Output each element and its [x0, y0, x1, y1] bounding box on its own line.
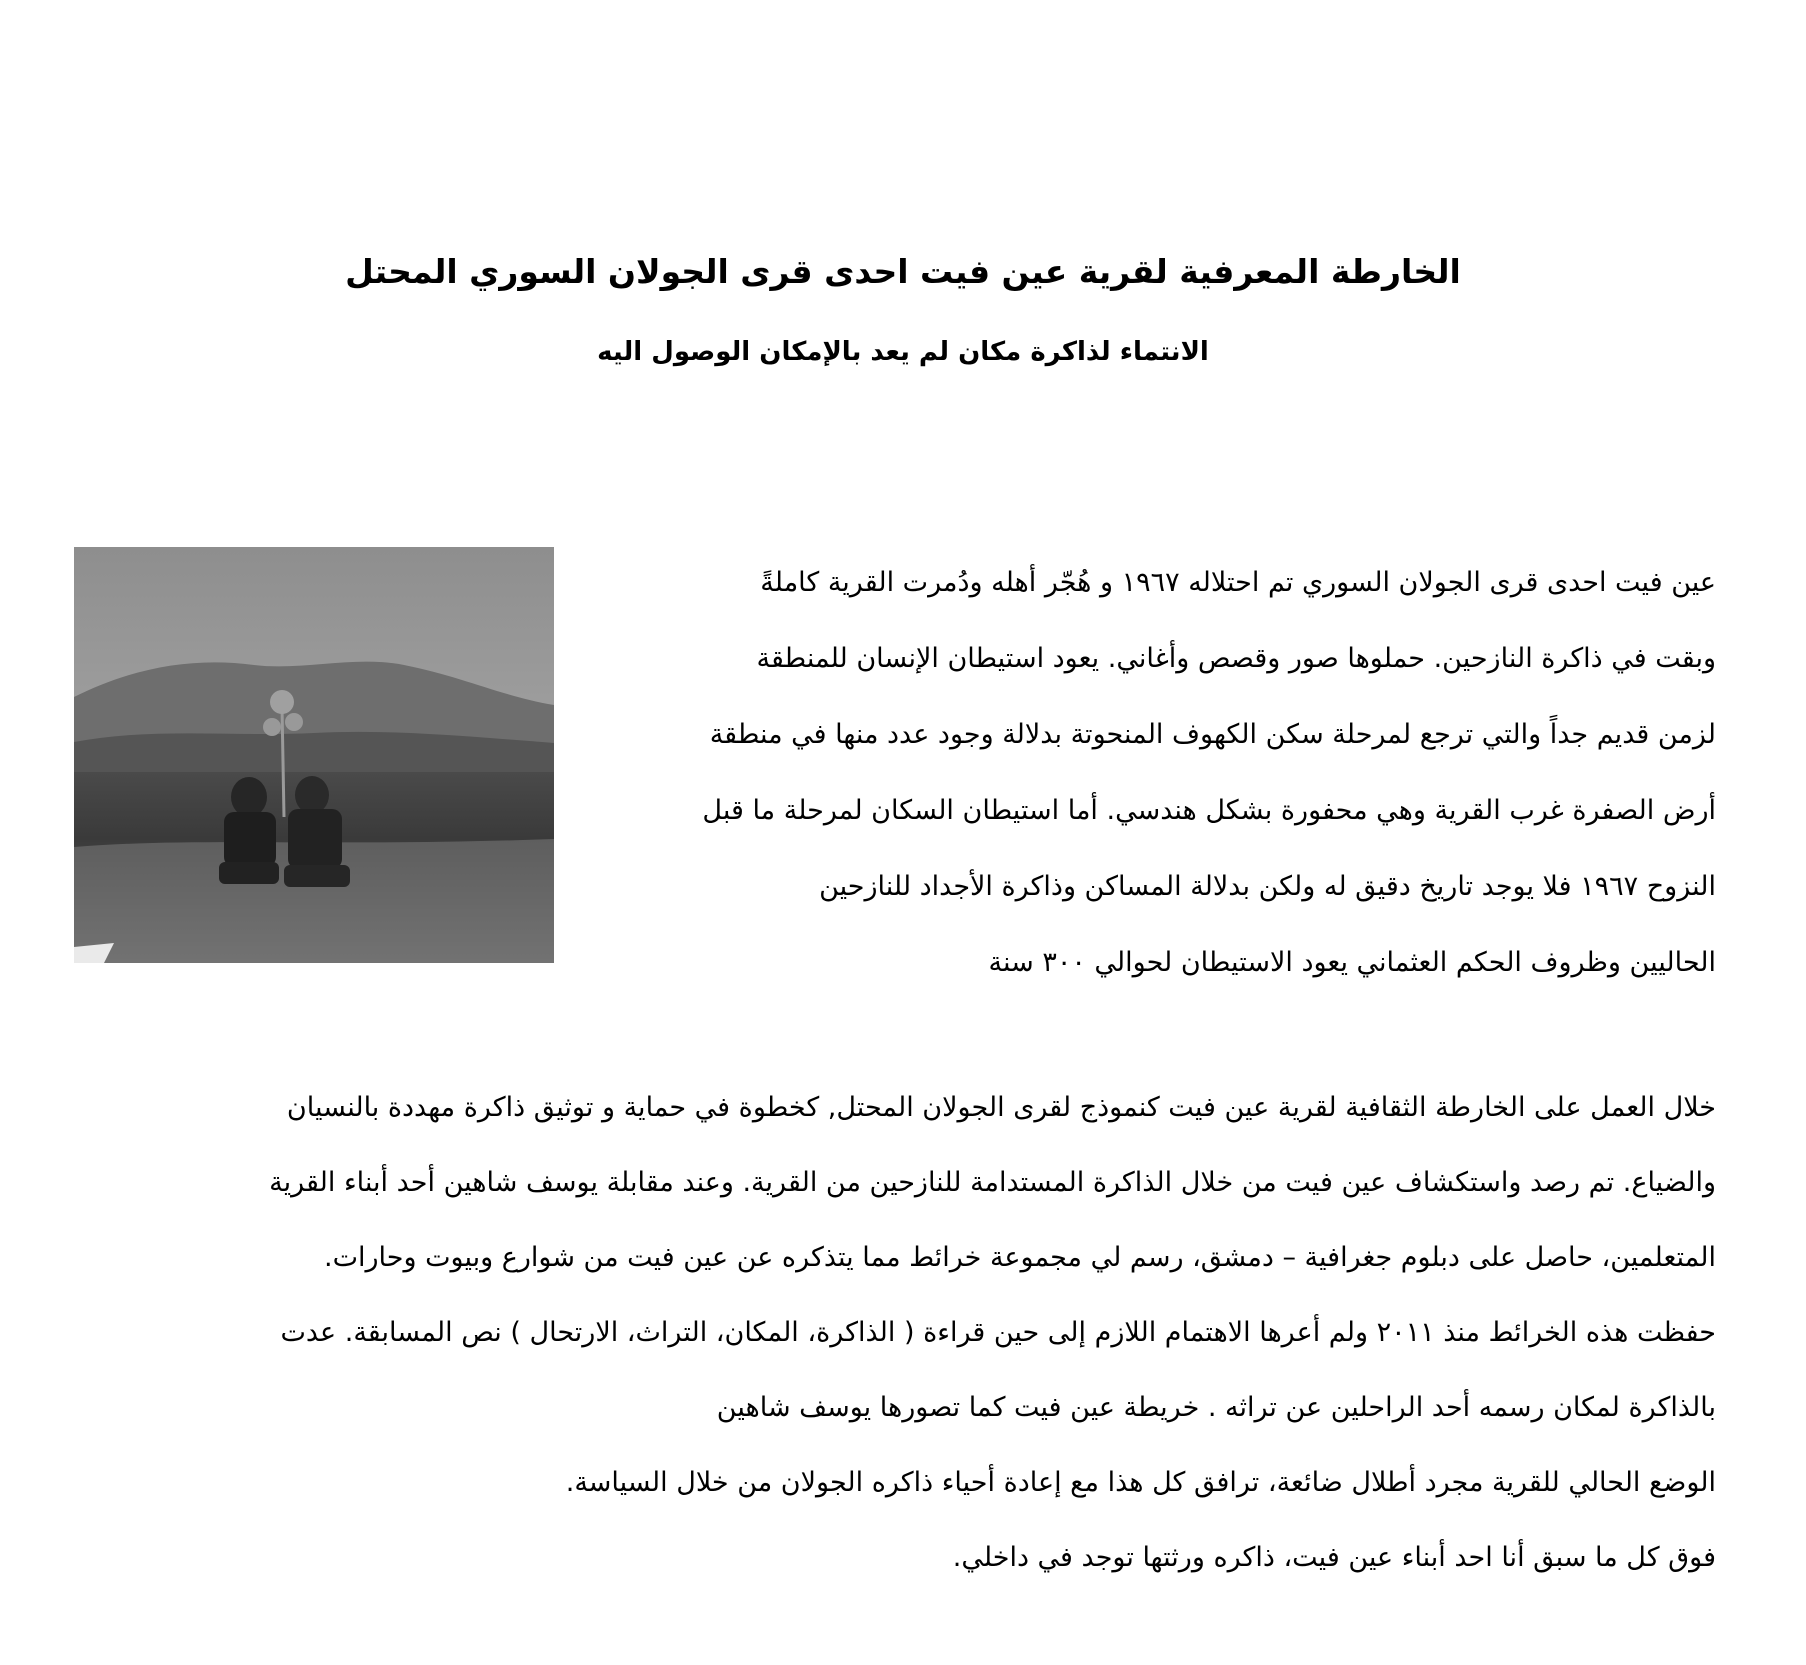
page-title: الخارطة المعرفية لقرية عين فيت احدى قرى الجولان السوري المحتل: [345, 252, 1461, 291]
page-subtitle: الانتماء لذاكرة مكان لم يعد بالإمكان الوصول اليه: [597, 337, 1209, 367]
intro-paragraph: [590, 545, 1716, 1001]
paragraph-line: أرض الصفرة غرب القرية وهي محفورة بشكل هندسي. أما استيطان السكان لمرحلة ما قبل: [702, 795, 1716, 826]
paragraph-line: عين فيت احدى قرى الجولان السوري تم احتلاله ١٩٦٧ و هُجّر أهله ودُمرت القرية كاملةً: [760, 567, 1716, 598]
paragraph-line: الحاليين وظروف الحكم العثماني يعود الاستيطان لحوالي ٣٠٠ سنة: [988, 947, 1716, 978]
paragraph-line: بالذاكرة لمكان رسمه أحد الراحلين عن تراثه . خريطة عين فيت كما تصورها يوسف شاهين: [716, 1392, 1716, 1423]
paragraph-line: لزمن قديم جداً والتي ترجع لمرحلة سكن الكهوف المنحوتة بدلالة وجود عدد منها في منطقة: [709, 719, 1716, 750]
village-photo-image: [74, 547, 554, 963]
village-photo: [74, 547, 554, 963]
paragraph-line: حفظت هذه الخرائط منذ ٢٠١١ ولم أعرها الاهتمام اللازم إلى حين قراءة ( الذاكرة، المكان، التراث، الارتحال ) نص المسابقة. عدت: [280, 1317, 1716, 1348]
paragraph-line: الوضع الحالي للقرية مجرد أطلال ضائعة، ترافق كل هذا مع إعادة أحياء ذاكره الجولان من خلال السياسة.: [565, 1467, 1716, 1498]
paragraph-line: فوق كل ما سبق أنا احد أبناء عين فيت، ذاكره ورثتها توجد في داخلي.: [952, 1542, 1716, 1573]
paragraph-line: والضياع. تم رصد واستكشاف عين فيت من خلال الذاكرة المستدامة للنازحين من القرية. وعند مقابلة يوسف شاهين أحد أبناء القرية: [269, 1167, 1716, 1198]
paragraph-line: وبقت في ذاكرة النازحين. حملوها صور وقصص وأغاني. يعود استيطان الإنسان للمنطقة: [756, 643, 1716, 674]
paragraph-line: النزوح ١٩٦٧ فلا يوجد تاريخ دقيق له ولكن بدلالة المساكن وذاكرة الأجداد للنازحين: [819, 871, 1716, 902]
paragraph-line: خلال العمل على الخارطة الثقافية لقرية عين فيت كنموذج لقرى الجولان المحتل, كخطوة في حماية و توثيق ذاكرة مهددة بالنسيان: [286, 1092, 1716, 1123]
paragraph-line: المتعلمين، حاصل على دبلوم جغرافية – دمشق، رسم لي مجموعة خرائط مما يتذكره عن عين فيت من شوارع وبيوت وحارات.: [324, 1242, 1716, 1273]
body-paragraph: [112, 1070, 1716, 1595]
